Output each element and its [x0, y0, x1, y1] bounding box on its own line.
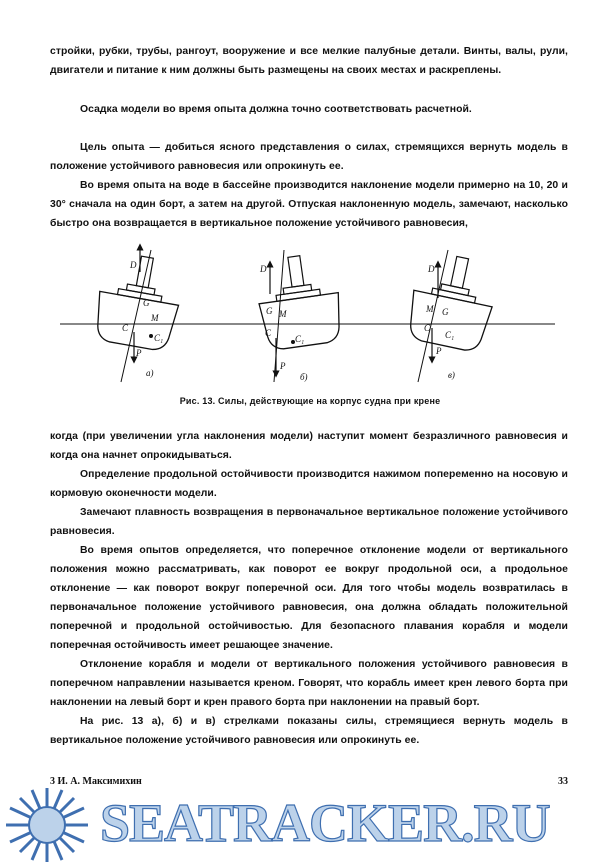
paragraph-1: стройки, рубки, трубы, рангоут, вооружение и все мелкие палубные детали. Винты, валы, рули, двигатели и питание к ним должны быть размещены на своих местах и раскреплены. — [50, 46, 568, 76]
paragraph-6: Определение продольной остойчивости производится нажимом попеременно на носовую и кормовую оконечности модели. — [50, 469, 568, 499]
label-g-b: G — [266, 306, 273, 316]
label-c-a: C — [122, 323, 129, 333]
page-number: 33 — [558, 776, 568, 787]
label-c-b: C — [265, 328, 272, 338]
paragraph-7: Замечают плавность возвращения в первоначальное вертикальное положение устойчивого равновесия. — [50, 507, 568, 537]
paragraph-5: когда (при увеличении угла наклонения модели) наступит момент безразличного равновесия и когда она начнет опрокидываться. — [50, 431, 568, 461]
label-m-a: M — [151, 313, 159, 323]
label-a: а) — [146, 368, 154, 378]
ship-heel-diagram — [50, 242, 570, 392]
watermark — [0, 782, 608, 866]
watermark-text: SEATRACKER.RU — [100, 793, 550, 853]
label-c1-a: C₁ — [154, 333, 164, 343]
label-g-a: G — [143, 298, 150, 308]
label-c1-c: C₁ — [445, 330, 455, 340]
paragraph-4: Во время опыта на воде в бассейне производится наклонение модели примерно на 10, 20 и 30° сначала на один борт, а затем на другой. Отпуская наклоненную модель, замечают, насколько быстро она возвращается в вертикальное положение устойчивого равновесия, — [50, 180, 568, 229]
label-g-c: G — [442, 307, 449, 317]
label-m-c: M — [426, 304, 434, 314]
sun-logo-icon — [2, 786, 92, 864]
paragraph-10: На рис. 13 а), б) и в) стрелками показаны силы, стремящиеся вернуть модель в вертикальное положение устойчивого равновесия или опрокинуть ее. — [50, 716, 568, 746]
label-p-b: P — [280, 361, 286, 371]
label-v: в) — [448, 370, 455, 380]
label-d-b: D — [260, 264, 267, 274]
figure-13 — [50, 242, 570, 412]
ship-a — [91, 250, 185, 353]
figure-caption: Рис. 13. Силы, действующие на корпус судна при крене — [179, 396, 441, 406]
label-d-c: D — [428, 264, 435, 274]
label-m-b: M — [279, 309, 287, 319]
paragraph-3: Цель опыта — добиться ясного представления о силах, стремящихся вернуть модель в положение устойчивого равновесия или опрокинуть ее. — [50, 142, 568, 172]
paragraph-2: Осадка модели во время опыта должна точно соответствовать расчетной. — [80, 104, 472, 115]
label-c1-b: C₁ — [295, 334, 305, 344]
label-p-a: P — [136, 348, 142, 358]
label-d-a: D — [130, 260, 137, 270]
paragraph-9: Отклонение корабля и модели от вертикального положения устойчивого равновесия в поперечном направлении называется креном. Говорят, что корабль имеет крен левого борта при наклонении на левый борт и крен правого борта при наклонении на правый борт. — [50, 659, 568, 708]
label-c-c: C — [424, 323, 431, 333]
paragraph-8: Во время опытов определяется, что поперечное отклонение модели от вертикального положения можно рассматривать, как поворот ее вокруг продольной оси, а продольное отклонение — как поворот вокруг поперечной оси. Для того чтобы модель возвратилась в первоначальное положение устойчивого равновесия, она должна обладать положительной поперечной и продольной остойчивостью. Для безопасного плавания корабля и модели поперечная остойчивость имеет решающее значение. — [50, 545, 568, 651]
footer-author: 3 И. А. Максимихин — [50, 776, 142, 787]
label-b: б) — [300, 372, 308, 382]
label-p-c: P — [436, 346, 442, 356]
